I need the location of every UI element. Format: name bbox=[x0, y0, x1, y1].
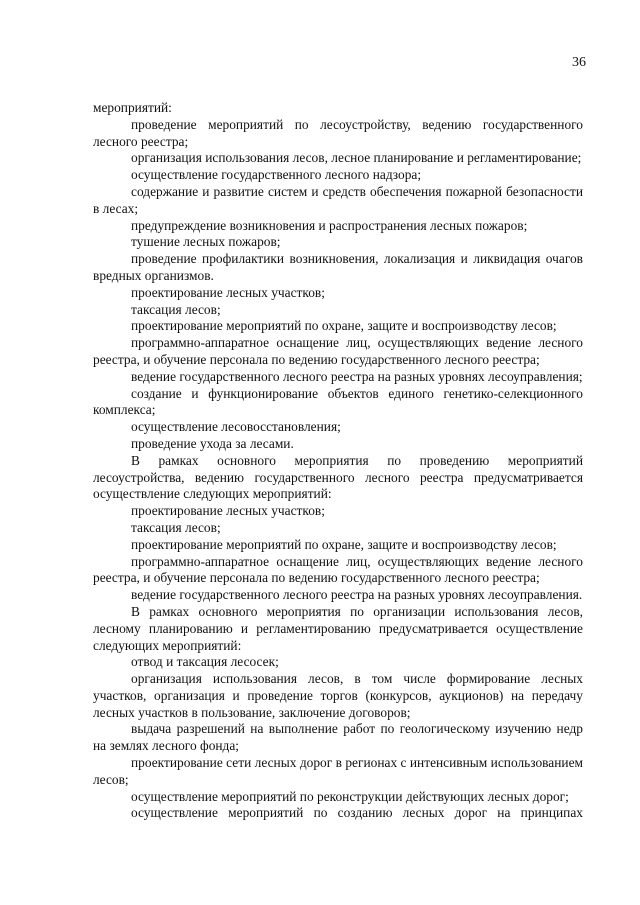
paragraph: проектирование сети лесных дорог в регионах с интенсивным использованием лесов; bbox=[93, 755, 583, 787]
paragraph: В рамках основного мероприятия по организации использования лесов, лесному планированию и регламентированию предусматривается осуществление следующих мероприятий: bbox=[93, 603, 583, 653]
paragraph: ведение государственного лесного реестра на разных уровнях лесоуправления. bbox=[131, 587, 583, 603]
paragraph: проведение ухода за лесами. bbox=[131, 435, 294, 451]
paragraph: таксация лесов; bbox=[131, 519, 221, 535]
paragraph: отвод и таксация лесосек; bbox=[131, 654, 279, 670]
paragraph: программно-аппаратное оснащение лиц, осуществляющих ведение лесного реестра, и обучение персонала по ведению государственного лесного реестра; bbox=[93, 553, 583, 586]
paragraph: проектирование лесных участков; bbox=[131, 503, 325, 519]
paragraph: В рамках основного мероприятия по проведению мероприятий лесоустройства, ведению государственного лесного реестра предусматривается осуществление следующих мероприятий: bbox=[93, 452, 583, 502]
paragraph: ведение государственного лесного реестра на разных уровнях лесоуправления; bbox=[131, 368, 583, 384]
paragraph: программно-аппаратное оснащение лиц, осуществляющих ведение лесного реестра, и обучение персонала по ведению государственного лесного реестра; bbox=[93, 335, 583, 367]
paragraph: содержание и развитие систем и средств обеспечения пожарной безопасности в лесах; bbox=[93, 183, 583, 216]
paragraph: осуществление мероприятий по реконструкции действующих лесных дорог; bbox=[131, 788, 569, 804]
paragraph: создание и функционирование объектов единого генетико-селекционного комплекса; bbox=[93, 385, 583, 418]
paragraph: проектирование мероприятий по охране, защите и воспроизводству лесов; bbox=[131, 318, 557, 334]
page-number: 36 bbox=[572, 55, 586, 70]
paragraph: организация использования лесов, в том числе формирование лесных участков, организация и проведение торгов (конкурсов, аукционов) на передачу лесных участков в пользование, заключение договоров; bbox=[93, 671, 583, 720]
paragraph: тушение лесных пожаров; bbox=[131, 234, 281, 250]
paragraph: предупреждение возникновения и распространения лесных пожаров; bbox=[131, 217, 528, 233]
paragraph: осуществление мероприятий по созданию лесных дорог на принципах bbox=[131, 805, 583, 821]
paragraph: выдача разрешений на выполнение работ по геологическому изучению недр на землях лесного фонда; bbox=[93, 721, 583, 754]
paragraph: осуществление государственного лесного надзора; bbox=[131, 167, 422, 183]
paragraph: проектирование мероприятий по охране, защите и воспроизводству лесов; bbox=[131, 536, 557, 552]
paragraph: проведение мероприятий по лесоустройству, ведению государственного лесного реестра; bbox=[93, 116, 583, 149]
paragraph: осуществление лесовосстановления; bbox=[131, 419, 341, 435]
paragraph: проектирование лесных участков; bbox=[131, 284, 325, 300]
paragraph: проведение профилактики возникновения, локализация и ликвидация очагов вредных организмов. bbox=[93, 251, 583, 283]
body-text bbox=[93, 100, 583, 822]
paragraph: таксация лесов; bbox=[131, 301, 221, 317]
paragraph: мероприятий: bbox=[93, 100, 172, 115]
paragraph: организация использования лесов, лесное планирование и регламентирование; bbox=[131, 150, 582, 166]
